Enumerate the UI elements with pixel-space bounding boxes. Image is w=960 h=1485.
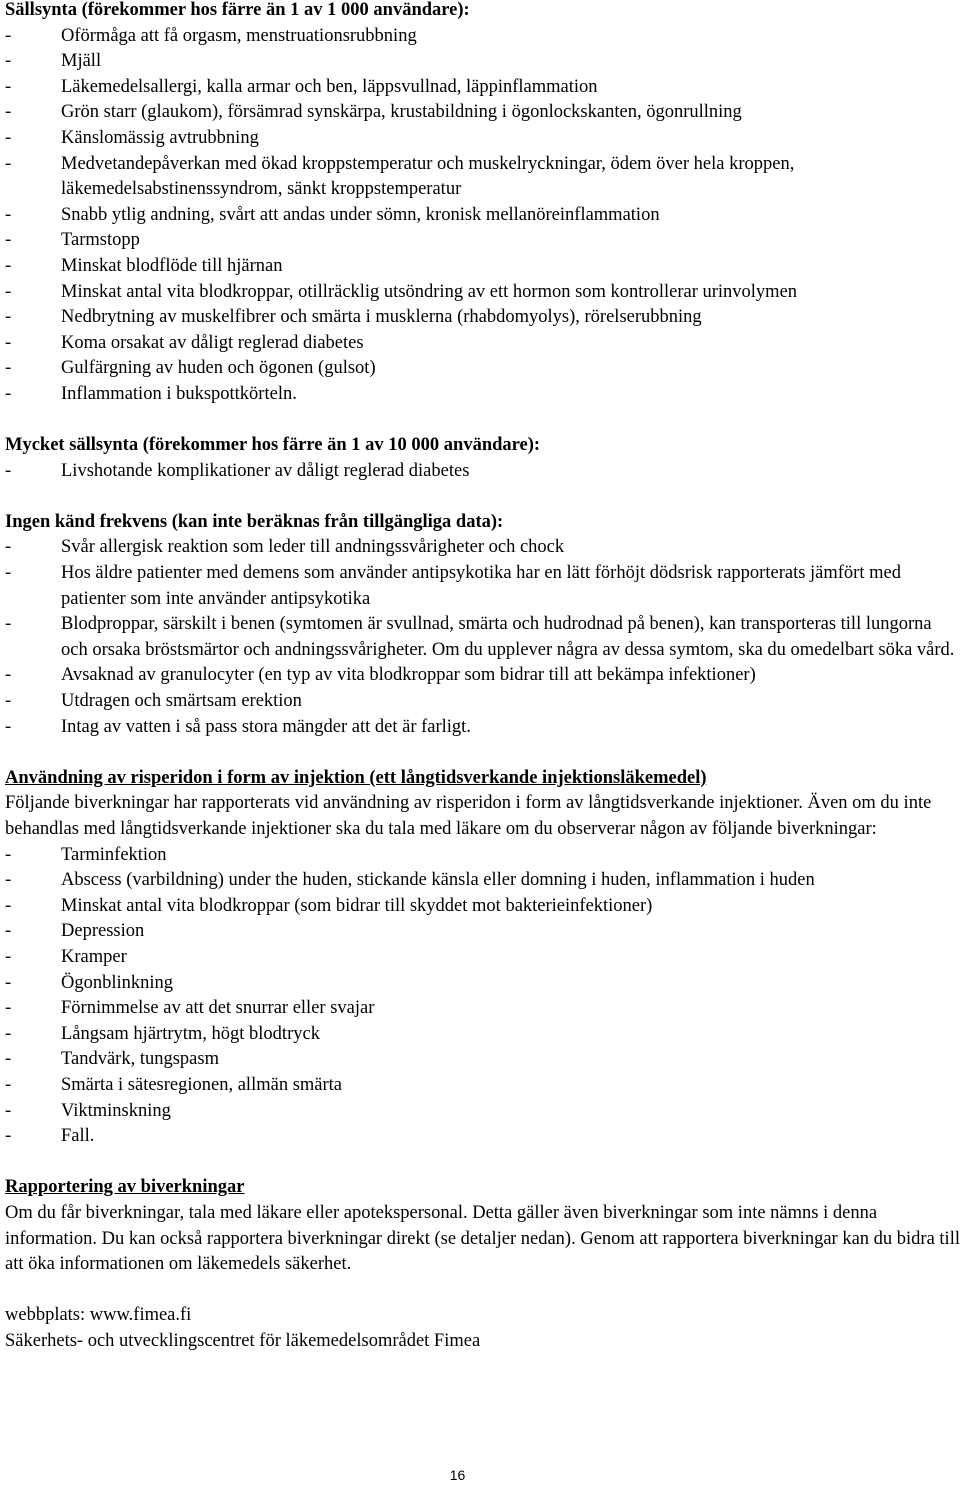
list-item <box>5 75 960 101</box>
list-dash: - <box>5 460 12 481</box>
list-item <box>5 254 960 280</box>
list-item <box>5 689 960 715</box>
list-item-text: Läkemedelsallergi, kalla armar och ben, läppsvullnad, läppinflammation <box>61 76 598 97</box>
list-dash: - <box>5 1049 12 1070</box>
list-item-text: Medvetandepåverkan med ökad kroppstemperatur och muskelryckningar, ödem över hela kroppen, läkemedelsabstinenssyndrom, sänkt kroppstemperatur <box>61 153 795 200</box>
list-item <box>5 382 960 408</box>
section-heading: Sällsynta (förekommer hos färre än 1 av 1 000 användare): <box>5 0 470 20</box>
list-item <box>5 843 960 869</box>
list-item <box>5 331 960 357</box>
list-dash: - <box>5 76 12 97</box>
list-dash: - <box>5 1023 12 1044</box>
list-item-text: Förnimmelse av att det snurrar eller svajar <box>61 998 375 1019</box>
section <box>5 1175 960 1277</box>
list-dash: - <box>5 204 12 225</box>
list-item <box>5 203 960 229</box>
list-item-text: Abscess (varbildning) under the huden, stickande känsla eller domning i huden, inflammation i huden <box>61 870 815 891</box>
list-item <box>5 126 960 152</box>
list-dash: - <box>5 1126 12 1147</box>
list-item <box>5 228 960 254</box>
list-dash: - <box>5 102 12 123</box>
list-item <box>5 535 960 561</box>
list-dash: - <box>5 972 12 993</box>
list-item-text: Känslomässig avtrubbning <box>61 127 259 148</box>
list-item-text: Ögonblinkning <box>61 972 174 993</box>
list-item-text: Tarmstopp <box>61 230 140 251</box>
list-dash: - <box>5 614 12 635</box>
section <box>5 510 960 740</box>
list-item <box>5 305 960 331</box>
list-item-text: Mjäll <box>61 51 102 72</box>
list-item-text: Svår allergisk reaktion som leder till andningssvårigheter och chock <box>61 537 565 558</box>
list-item <box>5 971 960 997</box>
list-dash: - <box>5 307 12 328</box>
list-dash: - <box>5 51 12 72</box>
list-dash: - <box>5 998 12 1019</box>
list-item-text: Avsaknad av granulocyter (en typ av vita blodkroppar som bidrar till att bekämpa infektioner) <box>61 665 756 686</box>
section-paragraph: Om du får biverkningar, tala med läkare eller apotekspersonal. Detta gäller även biverkningar som inte nämns i denna information. Du kan också rapportera biverkningar direkt (se detaljer nedan). Genom att rapportera biverkningar kan du bidra till att öka informationen om läkemedels säkerhet. <box>5 1202 960 1275</box>
list-item-text: Nedbrytning av muskelfibrer och smärta i musklerna (rhabdomyolys), rörelserubbning <box>61 307 702 328</box>
list-item <box>5 280 960 306</box>
list-item <box>5 663 960 689</box>
section <box>5 0 960 408</box>
list-dash: - <box>5 1074 12 1095</box>
list-item-text: Hos äldre patienter med demens som använder antipsykotika har en lätt förhöjt dödsrisk rapporterats jämfört med patienter som inte använder antipsykotika <box>61 563 901 609</box>
list-dash: - <box>5 921 12 942</box>
website-line: webbplats: www.fimea.fi <box>5 1305 192 1326</box>
list-item <box>5 49 960 75</box>
list-dash: - <box>5 332 12 353</box>
section-heading: Rapportering av biverkningar <box>5 1177 245 1198</box>
list-dash: - <box>5 665 12 686</box>
list-item-text: Koma orsakat av dåligt reglerad diabetes <box>61 332 364 353</box>
section-heading: Användning av risperidon i form av injektion (ett långtidsverkande injektionsläkemedel) <box>5 767 707 788</box>
list-item-text: Minskat blodflöde till hjärnan <box>61 255 283 276</box>
list-item-text: Livshotande komplikationer av dåligt reglerad diabetes <box>61 460 470 481</box>
list-item-text: Utdragen och smärtsam erektion <box>61 691 302 712</box>
list-dash: - <box>5 281 12 302</box>
list-dash: - <box>5 127 12 148</box>
list-item <box>5 561 960 612</box>
list-item-text: Minskat antal vita blodkroppar (som bidrar till skyddet mot bakterieinfektioner) <box>61 895 653 916</box>
section-heading: Mycket sällsynta (förekommer hos färre än 1 av 10 000 användare): <box>5 435 541 456</box>
document-body <box>5 0 960 1380</box>
list-item <box>5 919 960 945</box>
list-item <box>5 1073 960 1099</box>
list-item-text: Depression <box>61 921 145 942</box>
list-dash: - <box>5 895 12 916</box>
list-item-text: Grön starr (glaukom), försämrad synskärpa, krustabildning i ögonlockskanten, ögonrullning <box>61 102 742 123</box>
list-dash: - <box>5 870 12 891</box>
list-item-text: Smärta i sätesregionen, allmän smärta <box>61 1074 343 1095</box>
list-item-text: Minskat antal vita blodkroppar, otillräcklig utsöndring av ett hormon som kontrollerar urinvolymen <box>61 281 798 302</box>
list-item <box>5 1047 960 1073</box>
list-dash: - <box>5 716 12 737</box>
list-item <box>5 868 960 894</box>
list-dash: - <box>5 230 12 251</box>
section <box>5 433 960 484</box>
list-item-text: Långsam hjärtrytm, högt blodtryck <box>61 1023 320 1044</box>
list-item-text: Blodproppar, särskilt i benen (symtomen är svullnad, smärta och hudrodnad på benen), kan transporteras till lungorna och orsaka bröstsmärtor och andningssvårigheter. Om du upplever några av dessa symtom, ska du omedelbart söka vård. <box>61 614 955 660</box>
list-item <box>5 24 960 50</box>
list-item <box>5 1099 960 1125</box>
list-dash: - <box>5 537 12 558</box>
list-item-text: Tandvärk, tungspasm <box>61 1049 219 1070</box>
sections <box>5 0 960 1278</box>
list-dash: - <box>5 946 12 967</box>
list-item-text: Snabb ytlig andning, svårt att andas under sömn, kronisk mellanöreinflammation <box>61 204 660 225</box>
list-item <box>5 612 960 663</box>
contact-block <box>5 1303 960 1354</box>
list-dash: - <box>5 563 12 584</box>
list-item <box>5 894 960 920</box>
list-item-text: Kramper <box>61 946 127 967</box>
list-item-text: Gulfärgning av huden och ögonen (gulsot) <box>61 358 376 379</box>
list-item <box>5 1124 960 1150</box>
list-item <box>5 100 960 126</box>
list-item-text: Viktminskning <box>61 1100 171 1121</box>
section-heading: Ingen känd frekvens (kan inte beräknas från tillgängliga data): <box>5 511 504 532</box>
list-item <box>5 996 960 1022</box>
list-item-text: Intag av vatten i så pass stora mängder att det är farligt. <box>61 716 471 737</box>
list-dash: - <box>5 1100 12 1121</box>
list-item-text: Tarminfektion <box>61 844 167 865</box>
list-item <box>5 459 960 485</box>
list-dash: - <box>5 358 12 379</box>
list-item <box>5 715 960 741</box>
organization-line: Säkerhets- och utvecklingscentret för läkemedelsområdet Fimea <box>5 1330 481 1351</box>
list-item-text: Oförmåga att få orgasm, menstruationsrubbning <box>61 25 417 46</box>
list-dash: - <box>5 844 12 865</box>
list-dash: - <box>5 691 12 712</box>
list-dash: - <box>5 383 12 404</box>
list-item-text: Fall. <box>61 1126 95 1147</box>
page-number: 16 <box>449 1467 466 1483</box>
list-item <box>5 945 960 971</box>
list-item <box>5 356 960 382</box>
list-item <box>5 1022 960 1048</box>
section <box>5 766 960 1150</box>
list-item-text: Inflammation i bukspottkörteln. <box>61 383 297 404</box>
list-item <box>5 152 960 203</box>
list-dash: - <box>5 255 12 276</box>
section-paragraph: Följande biverkningar har rapporterats vid användning av risperidon i form av långtidsverkande injektioner. Även om du inte behandlas med långtidsverkande injektioner ska du tala med läkare om du observerar någon av följande biverkningar: <box>5 793 932 839</box>
list-dash: - <box>5 25 12 46</box>
list-dash: - <box>5 153 12 174</box>
